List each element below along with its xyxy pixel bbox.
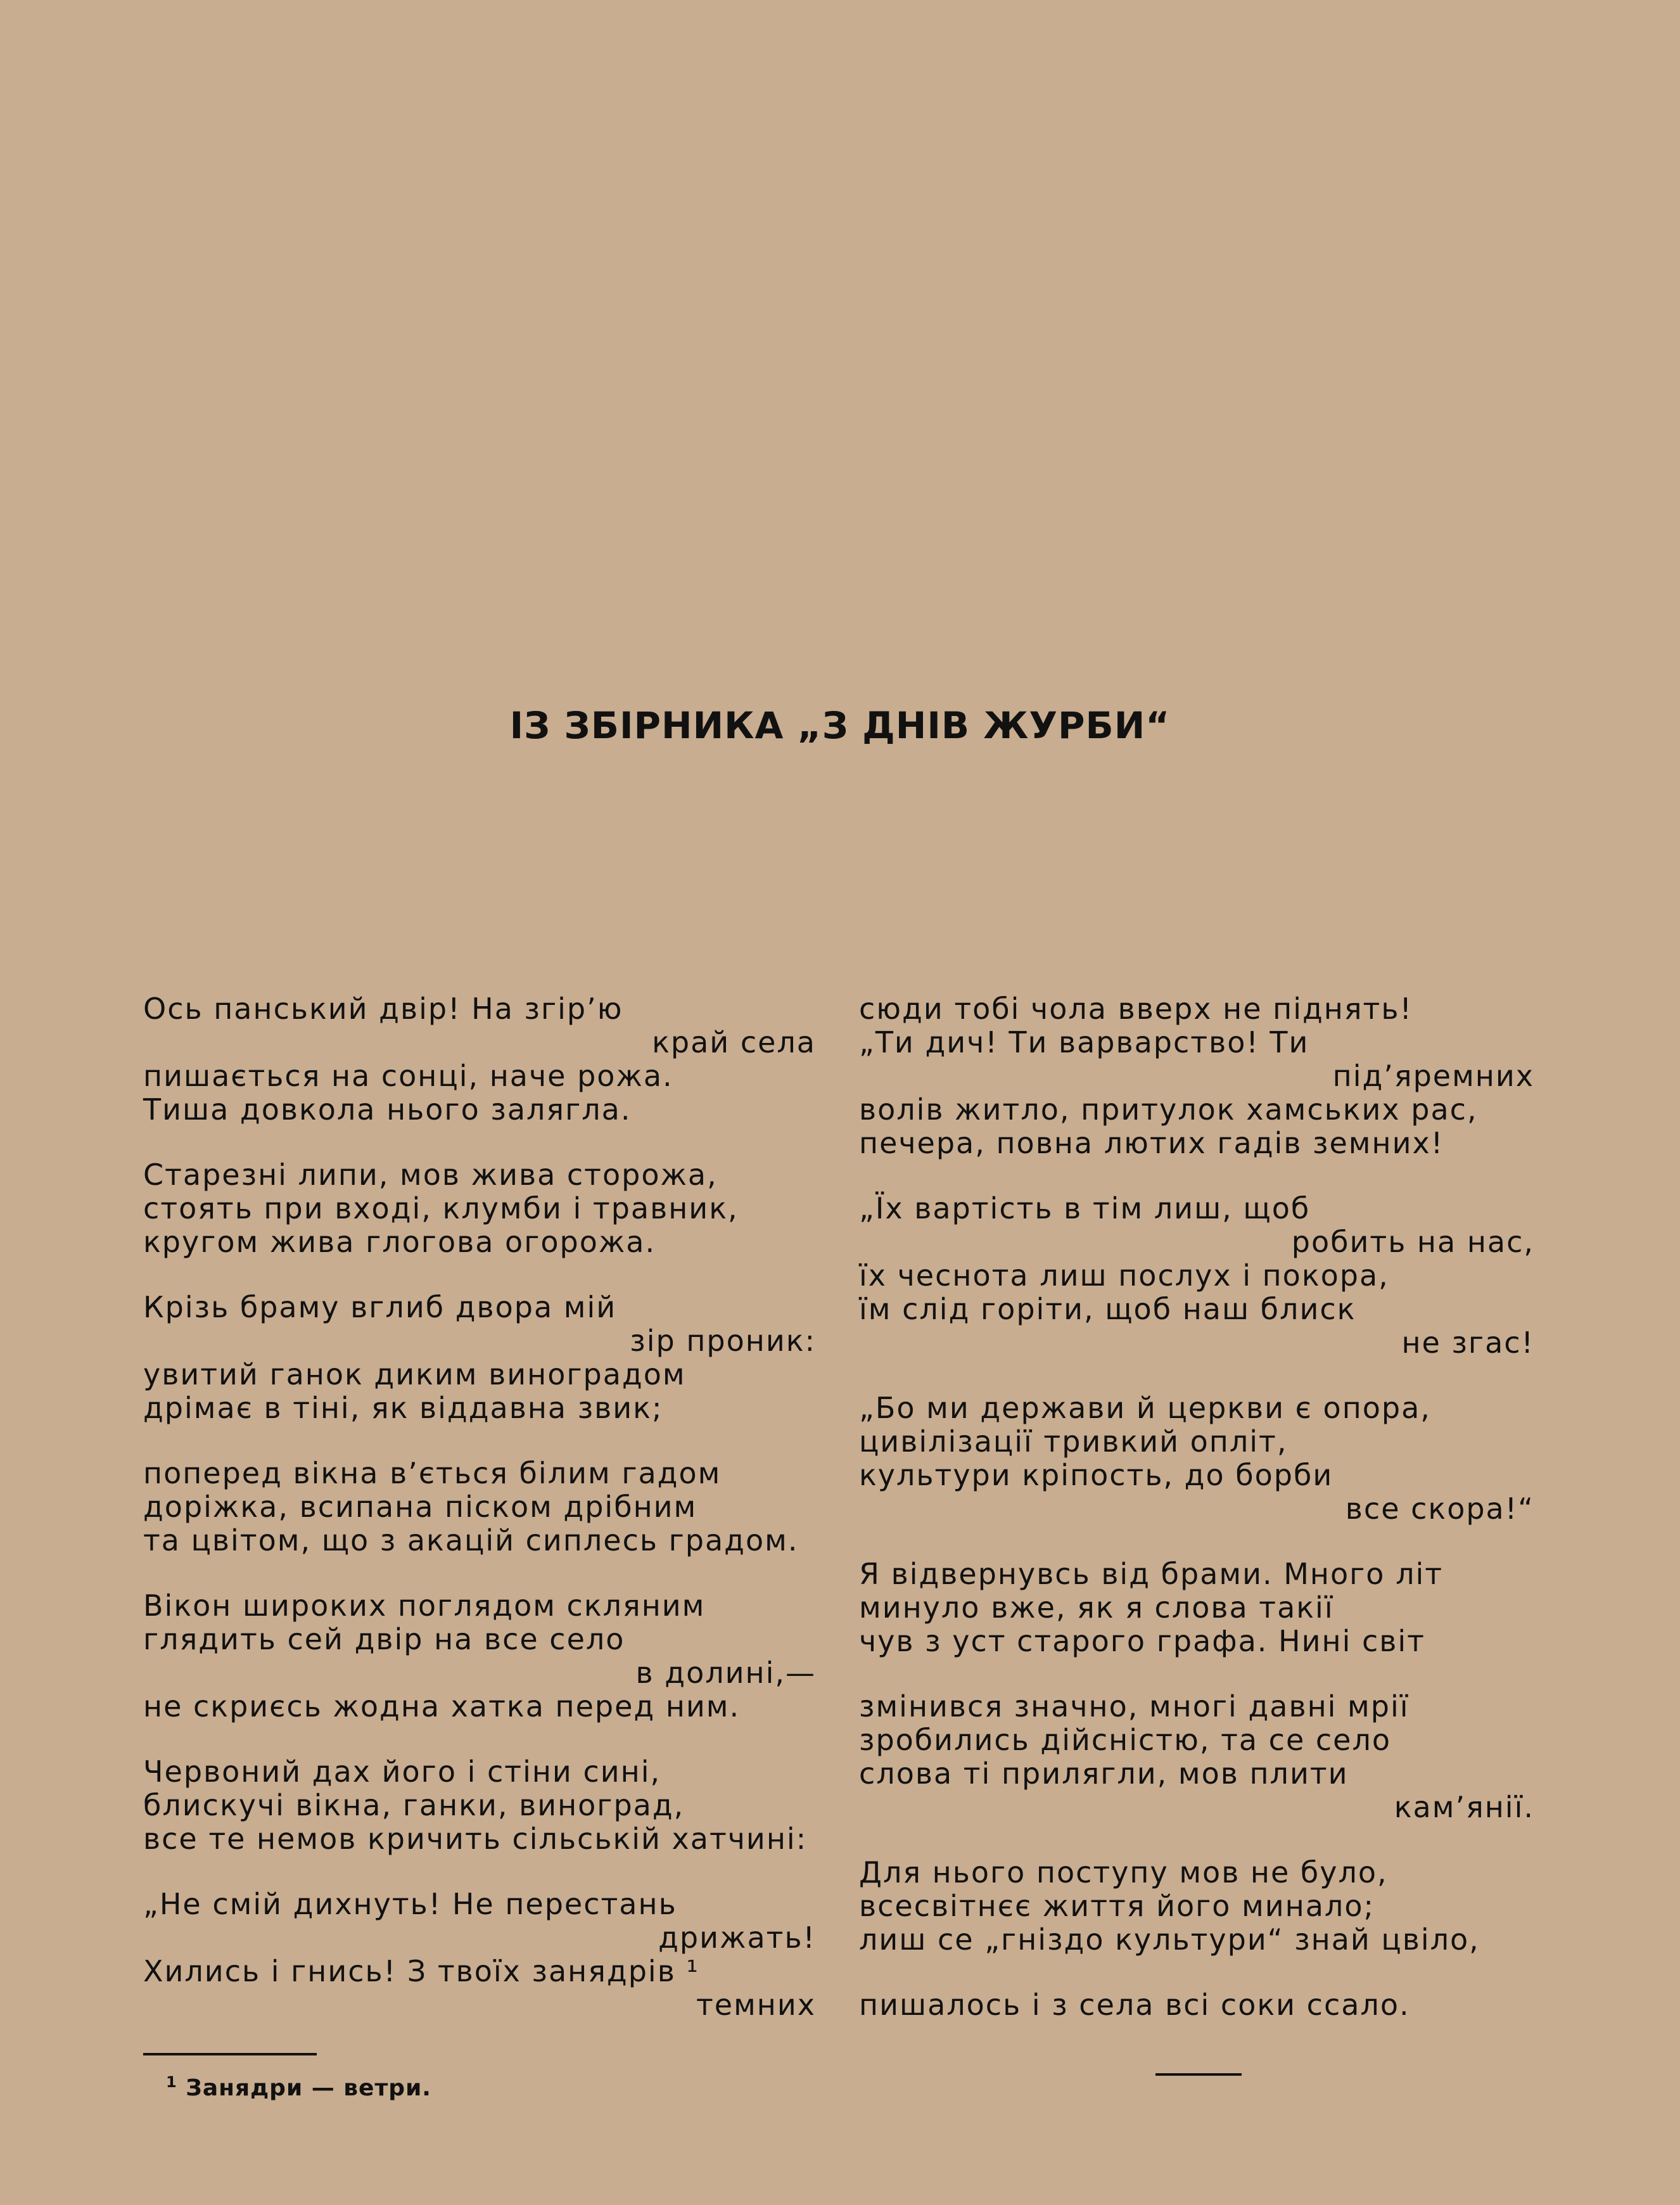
verse-line: Тиша довкола нього залягла.	[143, 1092, 632, 1127]
end-divider	[1155, 2073, 1242, 2076]
verse-line: Хились і гнись! З твоїх занядрів ¹	[143, 1954, 699, 1988]
verse-line-continuation: дрижать!	[658, 1921, 816, 1955]
verse-line: цивілізації тривкий оплiт,	[859, 1424, 1288, 1459]
footnote-divider	[143, 2053, 317, 2055]
verse-line: пишалось і з села всі соки ссало.	[859, 1988, 1410, 2022]
verse-line: блискучі вікна, ганки, виноград,	[143, 1788, 685, 1822]
verse-line: печера, повна лютих гадів земних!	[859, 1126, 1444, 1160]
stanza	[859, 1192, 1534, 1360]
verse-line: все те немов кричить сільській хатчині:	[143, 1822, 808, 1856]
verse-line: пишається на сонці, наче рожа.	[143, 1059, 673, 1093]
verse-line: Для нього поступу мов не було,	[859, 1855, 1388, 1889]
verse-line: волів житло, притулок хамських рас,	[859, 1092, 1478, 1127]
stanza	[859, 1690, 1534, 1824]
verse-line-continuation: кам’янії.	[1394, 1790, 1534, 1824]
verse-line-continuation: все скора!“	[1345, 1492, 1534, 1526]
verse-line: „Не смій дихнуть! Не перестань	[143, 1887, 677, 1921]
stanza	[859, 1557, 1534, 1658]
verse-line: їх чеснота лиш послух і покора,	[859, 1258, 1389, 1293]
verse-line: минуло вже, як я слова такії	[859, 1590, 1334, 1625]
verse-line: культури кріпость, до борби	[859, 1458, 1333, 1492]
stanza	[143, 1888, 816, 2022]
verse-line: та цвітом, що з акацій сиплесь градом.	[143, 1523, 799, 1557]
verse-line: сюди тобі чола вверх не піднять!	[859, 992, 1413, 1026]
verse-line: всесвітнєє життя його минало;	[859, 1889, 1375, 1923]
verse-line-continuation: в долині,—	[635, 1656, 816, 1690]
stanza	[859, 1391, 1534, 1526]
stanza	[143, 1755, 816, 1856]
stanza	[859, 1988, 1534, 2022]
verse-line: Вікон широких поглядом скляним	[143, 1588, 706, 1623]
verse-line: Крізь браму вглиб двора мій	[143, 1290, 617, 1324]
verse-line: слова ті прилягли, мов плити	[859, 1756, 1349, 1791]
verse-line: поперед вікна в’ється білим гадом	[143, 1456, 722, 1490]
footnote	[166, 2068, 431, 2102]
verse-line-continuation: не згас!	[1401, 1326, 1534, 1360]
verse-line: Старезні липи, мов жива сторожа,	[143, 1158, 718, 1192]
verse-line: чув з уст старого графа. Нині світ	[859, 1624, 1425, 1658]
verse-line: лиш се „гніздо культури“ знай цвіло,	[859, 1922, 1480, 1957]
verse-line: їм слід горіти, щоб наш блиск	[859, 1292, 1356, 1326]
verse-line: Я відвернувсь від брами. Много літ	[859, 1557, 1444, 1591]
verse-line: змінився значно, многі давні мрії	[859, 1689, 1410, 1723]
stanza	[143, 1589, 816, 1723]
verse-line: кругом жива глогова огорожа.	[143, 1225, 656, 1259]
stanza	[143, 1291, 816, 1425]
verse-line: „Бо ми держави й церкви є опора,	[859, 1391, 1431, 1425]
verse-line: стоять при вході, клумби і травник,	[143, 1191, 739, 1225]
verse-line: не скриєсь жодна хатка перед ним.	[143, 1689, 741, 1723]
verse-line: „Ти дич! Ти варварство! Ти	[859, 1025, 1309, 1059]
verse-line: Ось панський двір! На згір’ю	[143, 992, 623, 1026]
verse-line-continuation: зір проник:	[630, 1324, 816, 1358]
verse-line-continuation: темних	[696, 1988, 816, 2022]
verse-line: Червоний дах його і стіни сині,	[143, 1754, 661, 1789]
poem-column-right	[859, 992, 1534, 2054]
verse-line-continuation: під’яремних	[1332, 1059, 1534, 1093]
verse-line: „Їх вартість в тім лиш, щоб	[859, 1191, 1311, 1225]
stanza	[859, 992, 1534, 1160]
stanza	[143, 992, 816, 1127]
verse-line: увитий ганок диким виноградом	[143, 1357, 686, 1391]
verse-line-continuation: робить на нас,	[1291, 1225, 1534, 1259]
stanza	[859, 1856, 1534, 1957]
verse-line: доріжка, всипана піском дрібним	[143, 1490, 697, 1524]
stanza	[143, 1158, 816, 1259]
verse-line: дрімає в тіні, як віддавна звик;	[143, 1391, 663, 1425]
footnote-marker: 1	[166, 2073, 177, 2091]
verse-line: зробились дійсністю, та се село	[859, 1723, 1392, 1757]
verse-line: глядить сей двір на все село	[143, 1622, 625, 1656]
page-title: ІЗ ЗБІРНИКА „З ДНІВ ЖУРБИ“	[509, 704, 1171, 747]
stanza	[143, 1457, 816, 1557]
footnote-text: Занядри — ветри.	[186, 2075, 431, 2101]
poem-column-left	[143, 992, 816, 2054]
verse-line-continuation: край села	[652, 1025, 816, 1059]
